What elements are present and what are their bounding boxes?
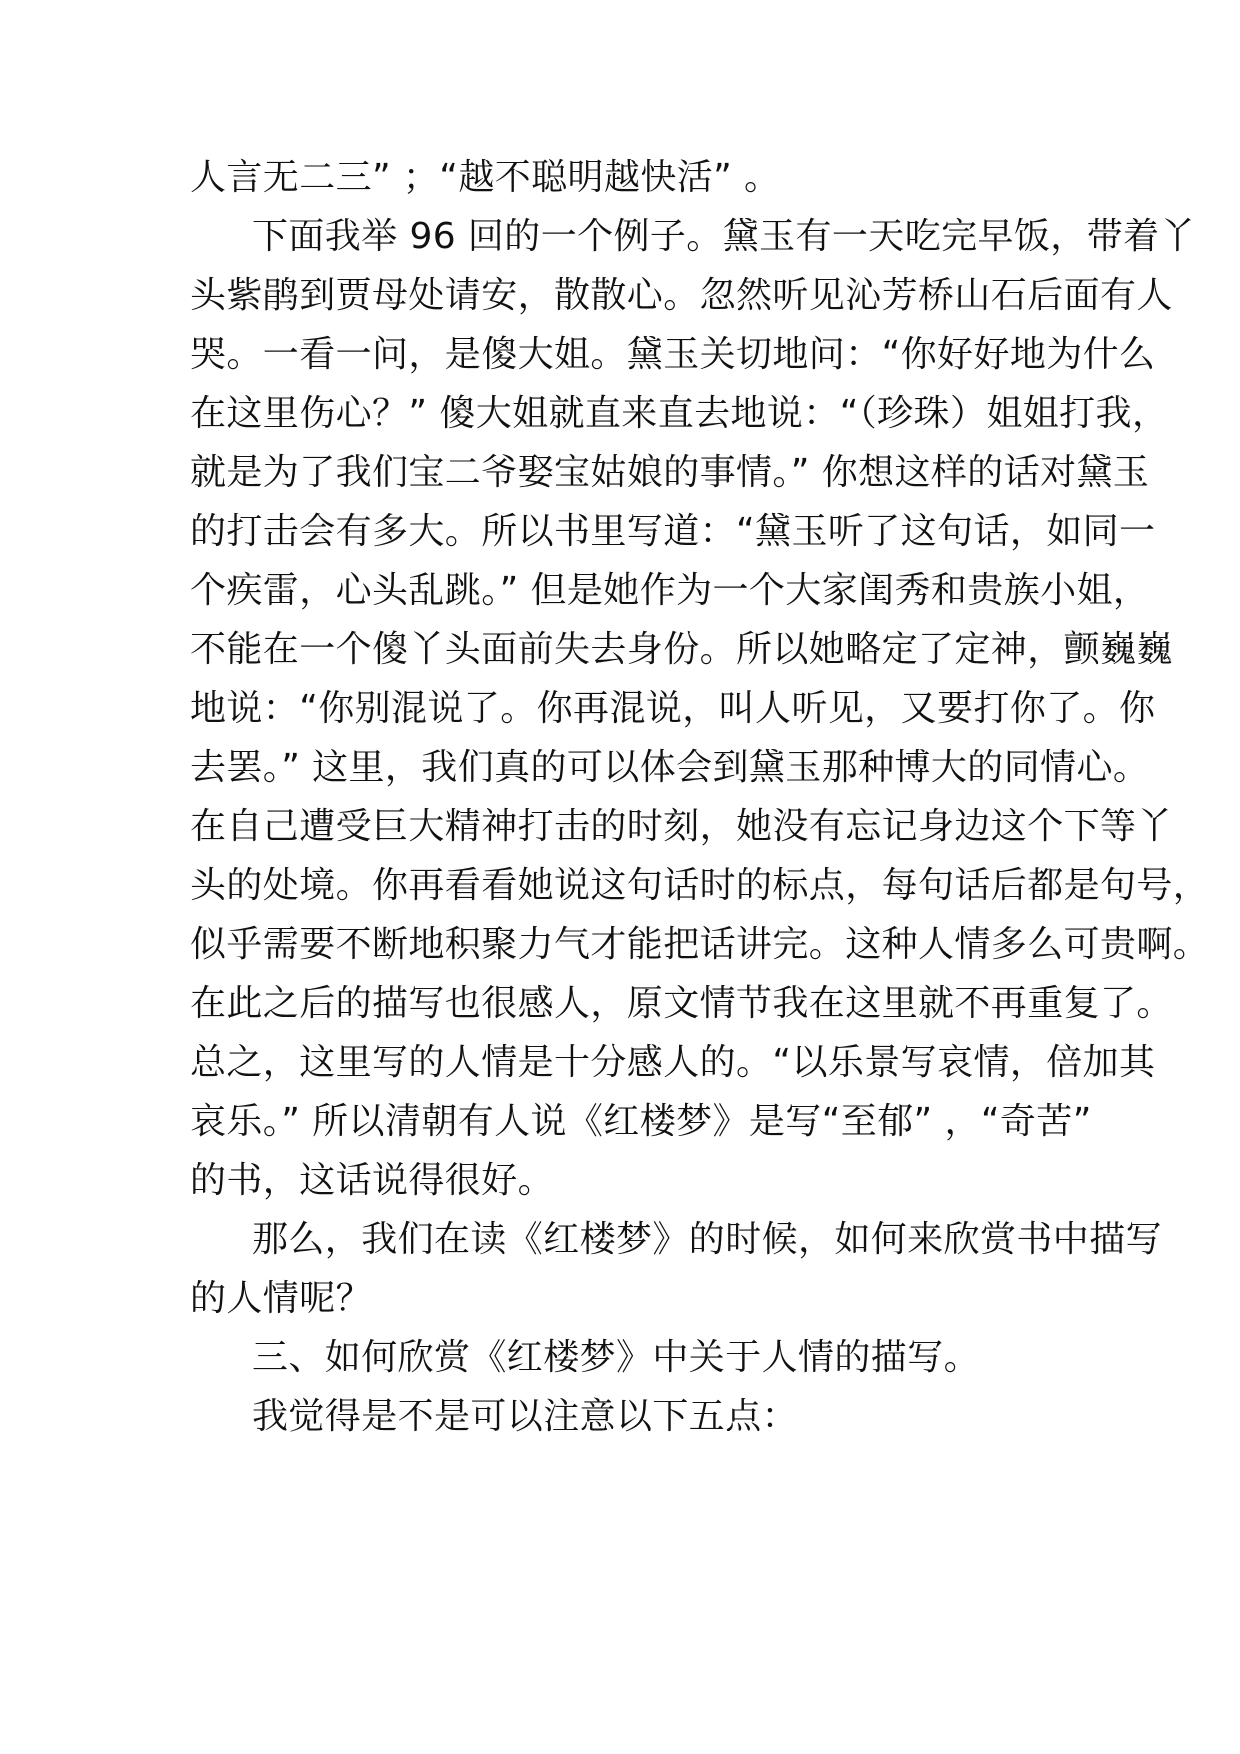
- text-line: 在此之后的描写也很感人，原文情节我在这里就不再重复了。: [190, 983, 1173, 1024]
- text-line: 的书，这话说得很好。: [190, 1160, 555, 1201]
- text-line: 头的处境。你再看看她说这句话时的标点，每句话后都是句号，: [190, 865, 1210, 906]
- paragraph-start-line: 下面我举 96 回的一个例子。黛玉有一天吃完早饭，带着丫: [252, 216, 1196, 257]
- text-line: 去罢。” 这里，我们真的可以体会到黛玉那种博大的同情心。: [190, 747, 1150, 788]
- text-line: 人言无二三” ；“越不聪明越快活” 。: [190, 157, 781, 198]
- text-line: 在自己遭受巨大精神打击的时刻，她没有忘记身边这个下等丫: [190, 806, 1173, 847]
- text-line: 头紫鹃到贾母处请安，散散心。忽然听见沁芳桥山石后面有人: [190, 275, 1173, 316]
- text-line: 总之，这里写的人情是十分感人的。“以乐景写哀情，倍加其: [190, 1042, 1156, 1083]
- text-line: 哀乐。” 所以清朝有人说《红楼梦》是写“至郁” ，“奇苦”: [190, 1101, 1092, 1142]
- text-line: 地说：“你别混说了。你再混说，叫人听见，又要打你了。你: [190, 688, 1156, 729]
- text-line: 在这里伤心？” 傻大姐就直来直去地说：“（珍珠）姐姐打我，: [190, 393, 1169, 434]
- text-line: 的人情呢？: [190, 1278, 373, 1319]
- section-heading: 三、如何欣赏《红楼梦》中关于人情的描写。: [252, 1337, 981, 1378]
- paragraph-start-line: 那么，我们在读《红楼梦》的时候，如何来欣赏书中描写: [252, 1219, 1163, 1260]
- text-line: 似乎需要不断地积聚力气才能把话讲完。这种人情多么可贵啊。: [190, 924, 1210, 965]
- text-line: 的打击会有多大。所以书里写道：“黛玉听了这句话，如同一: [190, 511, 1156, 552]
- paragraph-start-line: 我觉得是不是可以注意以下五点：: [252, 1396, 799, 1437]
- text-line: 不能在一个傻丫头面前失去身份。所以她略定了定神，颤巍巍: [190, 629, 1173, 670]
- text-line: 个疾雷，心头乱跳。” 但是她作为一个大家闺秀和贵族小姐，: [190, 570, 1150, 611]
- text-line: 就是为了我们宝二爷娶宝姑娘的事情。” 你想这样的话对黛玉: [190, 452, 1150, 493]
- text-line: 哭。一看一问，是傻大姐。黛玉关切地问：“你好好地为什么: [190, 334, 1156, 375]
